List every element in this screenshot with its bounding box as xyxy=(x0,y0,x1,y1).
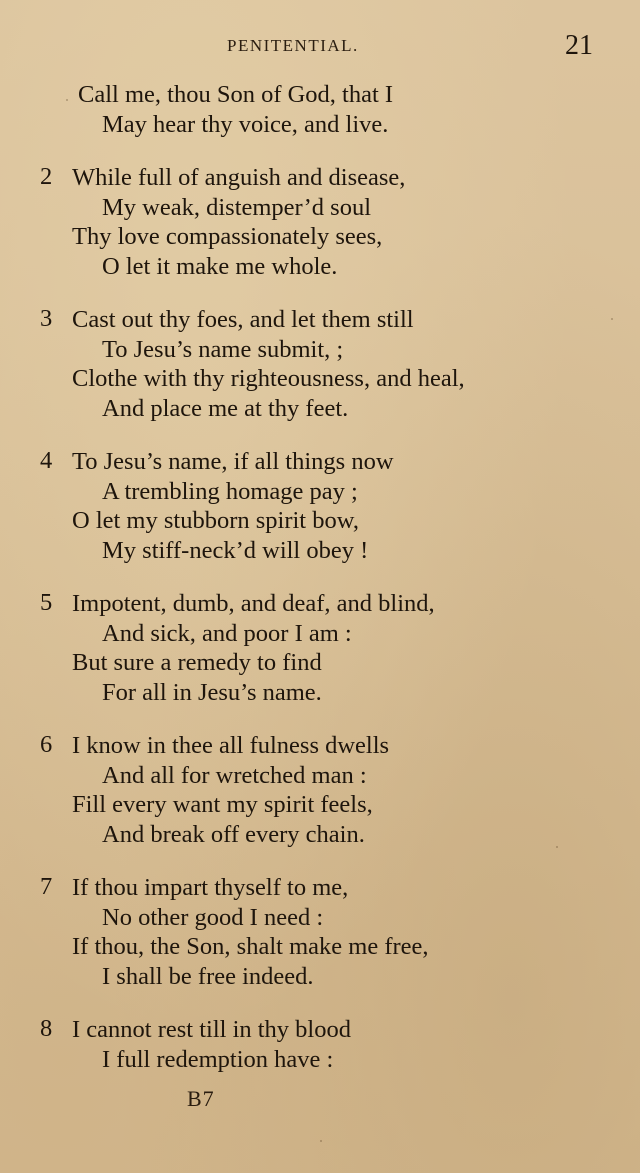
verse-line: No other good I need : xyxy=(102,903,324,931)
paper-speck xyxy=(320,1140,322,1142)
verse-line: And sick, and poor I am : xyxy=(102,619,352,647)
stanza-number: 5 xyxy=(40,589,53,616)
stanza-7 xyxy=(0,873,640,991)
verse-line: A trembling homage pay ; xyxy=(102,477,358,505)
verse-line: Impotent, dumb, and deaf, and blind, xyxy=(72,590,435,617)
verse-line: Fill every want my spirit feels, xyxy=(72,791,373,818)
stanza-number: 4 xyxy=(40,447,53,474)
stanza-6 xyxy=(0,731,640,849)
signature-mark: B7 xyxy=(187,1086,215,1111)
verse-line: And all for wretched man : xyxy=(102,761,367,789)
stanza-8 xyxy=(0,1015,640,1074)
stanza-number: 6 xyxy=(40,731,53,758)
verse-line: May hear thy voice, and live. xyxy=(102,110,389,138)
page-number: 21 xyxy=(565,30,593,61)
verse-line: I shall be free indeed. xyxy=(102,962,314,990)
stanza-number: 2 xyxy=(40,163,53,190)
verse-line: O let my stubborn spirit bow, xyxy=(72,507,359,534)
stanza-4 xyxy=(0,447,640,565)
verse-line: And break off every chain. xyxy=(102,820,365,848)
page-header xyxy=(0,30,640,64)
verse-line: And place me at thy feet. xyxy=(102,394,349,422)
verse-line: Call me, thou Son of God, that I xyxy=(78,81,394,108)
verse-line: My weak, distemper’d soul xyxy=(102,193,371,221)
hymn-text xyxy=(0,80,640,1098)
running-head: PENITENTIAL. xyxy=(227,36,359,55)
verse-line: If thou, the Son, shalt make me free, xyxy=(72,933,429,960)
stanza-number: 8 xyxy=(40,1015,53,1042)
verse-line: Cast out thy foes, and let them still xyxy=(72,306,414,333)
verse-line: If thou impart thyself to me, xyxy=(72,874,349,901)
paper-speck xyxy=(611,318,613,320)
verse-line: O let it make me whole. xyxy=(102,252,338,280)
verse-line: Thy love compassionately sees, xyxy=(72,223,383,250)
verse-line: I full redemption have : xyxy=(102,1045,334,1073)
stanza-5 xyxy=(0,589,640,707)
verse-line: But sure a remedy to find xyxy=(72,649,322,676)
stanza-number: 7 xyxy=(40,873,53,900)
stanza-2 xyxy=(0,163,640,281)
paper-speck xyxy=(556,846,558,848)
verse-line: I cannot rest till in thy blood xyxy=(72,1016,351,1043)
verse-line: While full of anguish and disease, xyxy=(72,164,406,191)
verse-line: For all in Jesu’s name. xyxy=(102,678,322,706)
stanza-3 xyxy=(0,305,640,423)
verse-line: I know in thee all fulness dwells xyxy=(72,732,390,759)
verse-line: Clothe with thy righteousness, and heal, xyxy=(72,365,465,392)
verse-line: To Jesu’s name, if all things now xyxy=(72,448,394,475)
stanza-number: 3 xyxy=(40,305,53,332)
verse-line: To Jesu’s name submit, ; xyxy=(102,335,344,363)
verse-line: My stiff-neck’d will obey ! xyxy=(102,536,369,564)
stanza-continuation xyxy=(0,80,640,139)
paper-speck xyxy=(66,99,68,101)
